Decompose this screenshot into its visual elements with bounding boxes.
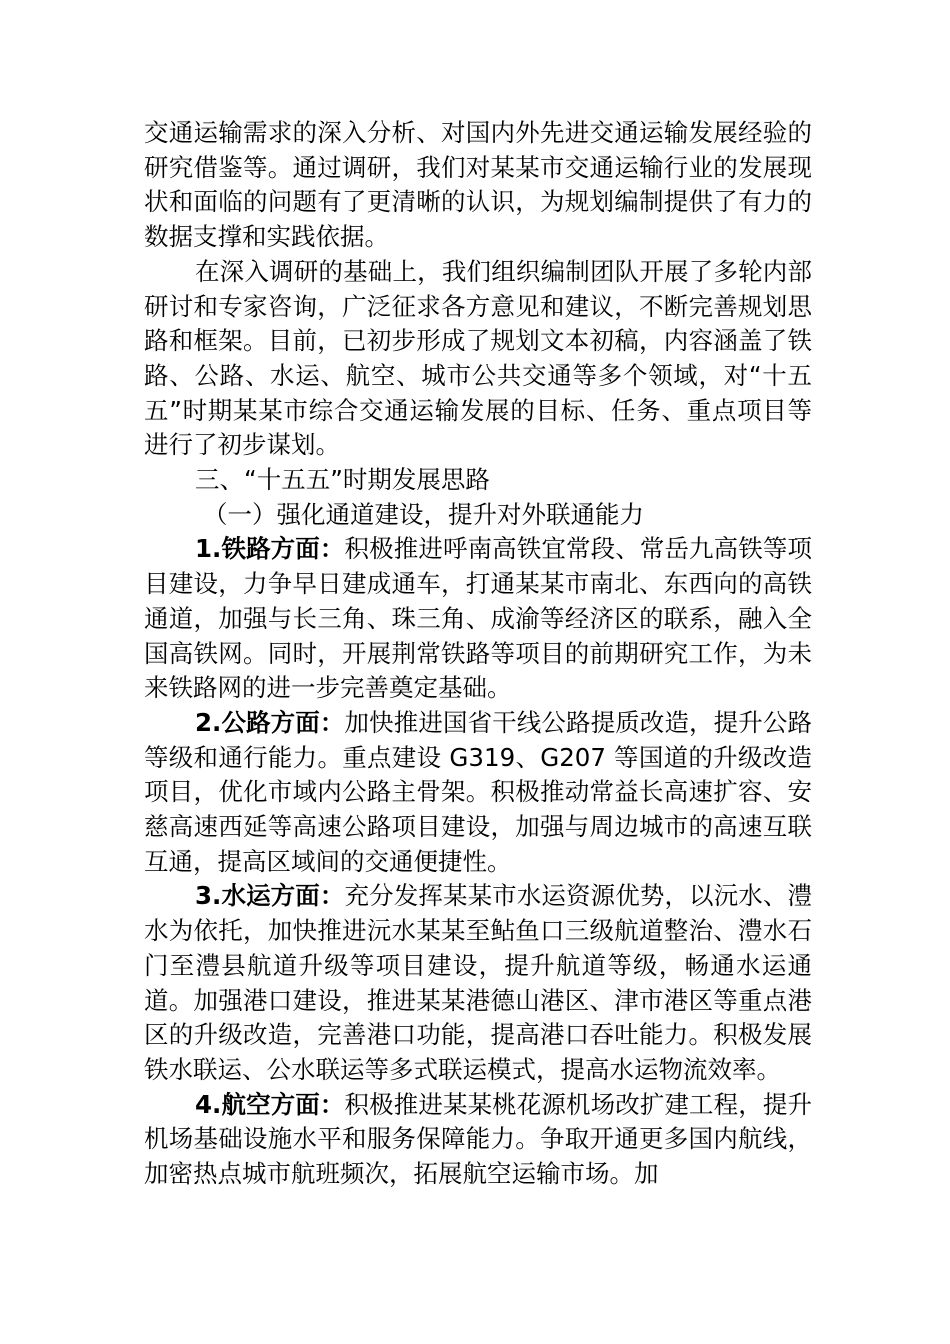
railway-item (144, 532, 812, 706)
highway-item-text: 加快推进国省干线公路提质改造，提升公路等级和通行能力。重点建设 G319、G207 等国道的升级改造项目，优化市域内公路主骨架。积极推动常益长高速扩容、安慈高速西延等高速公路项目建设，加强与周边城市的高速互联互通，提高区域间的交通便捷性。 (144, 707, 812, 876)
railway-item-text: 积极推进呼南高铁宜常段、常岳九高铁等项目建设，力争早日建成通车，打通某某市南北、东西向的高铁通道，加强与长三角、珠三角、成渝等经济区的联系，融入全国高铁网。同时，开展荆常铁路等项目的前期研究工作，为未来铁路网的进一步完善奠定基础。 (144, 534, 812, 703)
aviation-item-lead: 4.航空方面： (195, 1089, 345, 1119)
document-body (144, 116, 812, 1192)
aviation-item (144, 1088, 812, 1192)
continuation-paragraph: 交通运输需求的深入分析、对国内外先进交通运输发展经验的研究借鉴等。通过调研，我们对某某市交通运输行业的发展现状和面临的问题有了更清晰的认识，为规划编制提供了有力的数据支撑和实践依据。 (144, 118, 812, 252)
section-heading: 三、“十五五”时期发展思路 (195, 465, 490, 495)
highway-item-lead: 2.公路方面： (195, 707, 345, 737)
highway-item (144, 706, 812, 880)
waterway-item-text: 充分发挥某某市水运资源优势，以沅水、澧水为依托，加快推进沅水某某至鲇鱼口三级航道整治、澧水石门至澧县航道升级等项目建设，提升航道等级，畅通水运通道。加强港口建设，推进某某港德山港区、津市港区等重点港区的升级改造，完善港口功能，提高港口吞吐能力。积极发展铁水联运、公水联运等多式联运模式，提高水运物流效率。 (144, 881, 812, 1084)
progress-paragraph: 在深入调研的基础上，我们组织编制团队开展了多轮内部研讨和专家咨询，广泛征求各方意见和建议，不断完善规划思路和框架。目前，已初步形成了规划文本初稿，内容涵盖了铁路、公路、水运、航空、城市公共交通等多个领域，对“十五五”时期某某市综合交通运输发展的目标、任务、重点项目等进行了初步谋划。 (144, 256, 812, 460)
railway-item-lead: 1.铁路方面： (195, 534, 345, 564)
waterway-item-lead: 3.水运方面： (195, 881, 345, 911)
waterway-item (144, 879, 812, 1087)
subsection-heading: （一）强化通道建设，提升对外联通能力 (203, 499, 644, 529)
aviation-item-text: 积极推进某某桃花源机场改扩建工程，提升机场基础设施水平和服务保障能力。争取开通更多国内航线，加密热点城市航班频次，拓展航空运输市场。加 (144, 1089, 812, 1189)
